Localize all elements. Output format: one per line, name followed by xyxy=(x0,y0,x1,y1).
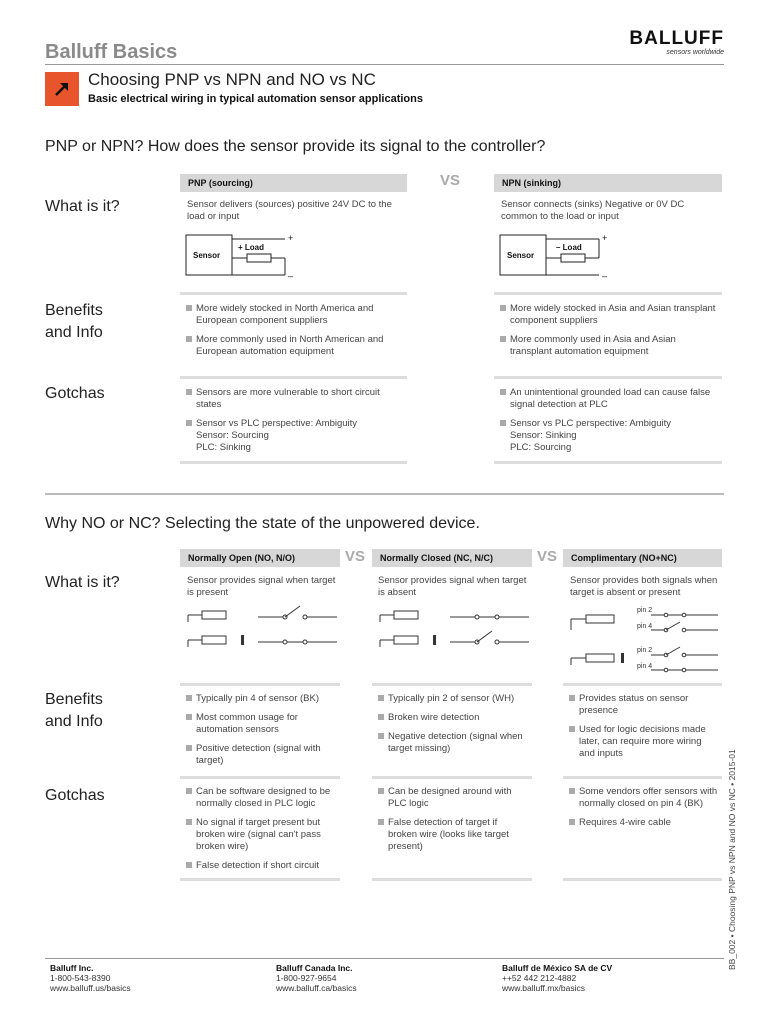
footer-ca-web[interactable]: www.balluff.ca/basics xyxy=(276,983,357,993)
npn-load-label: – Load xyxy=(556,243,582,252)
pnp-heading: PNP (sourcing) xyxy=(180,174,407,192)
s1-gotchas-label: Gotchas xyxy=(45,385,105,402)
footer-mx-phone: ++52 442 212-4882 xyxy=(502,973,577,983)
npn-separator xyxy=(494,292,722,295)
list-item: Sensors are more vulnerable to short circuit states xyxy=(186,387,404,411)
nc-separator-3 xyxy=(372,878,532,881)
header-rule xyxy=(45,64,724,65)
pnp-wiring-diagram xyxy=(185,230,305,280)
footer-us-phone: 1-800-543-8390 xyxy=(50,973,111,983)
comp-separator xyxy=(563,683,722,686)
no-separator xyxy=(180,683,340,686)
s1-benefits-label: Benefits and Info xyxy=(45,302,103,341)
s2-what-label: What is it? xyxy=(45,574,120,591)
no-separator-3 xyxy=(180,878,340,881)
section-divider xyxy=(45,493,724,495)
vs-label-2: VS xyxy=(537,548,558,565)
list-item: Broken wire detection xyxy=(378,712,528,724)
pnp-minus-label: – xyxy=(288,271,294,280)
nc-gotchas-list xyxy=(378,786,528,860)
list-item: Negative detection (signal when target missing) xyxy=(378,731,528,755)
nc-benefits-list xyxy=(378,693,528,762)
nc-heading: Normally Closed (NC, N/C) xyxy=(372,549,532,567)
npn-separator-3 xyxy=(494,461,722,464)
section2-question: Why NO or NC? Selecting the state of the unpowered device. xyxy=(45,515,480,532)
pnp-benefits-list xyxy=(186,303,404,365)
no-switch-diagram xyxy=(185,602,340,657)
comp-pin4-label-top: pin 4 xyxy=(637,623,653,630)
s1-what-label: What is it? xyxy=(45,198,120,215)
footer-us-web[interactable]: www.balluff.us/basics xyxy=(50,983,131,993)
pnp-separator-3 xyxy=(180,461,407,464)
footer-ca-phone: 1-800-927-9654 xyxy=(276,973,337,983)
npn-what-text: Sensor connects (sinks) Negative or 0V DC common to the load or input xyxy=(501,199,685,222)
npn-sensor-label: Sensor xyxy=(507,251,535,260)
comp-switch-diagram xyxy=(568,601,723,676)
s2-benefits-label: Benefits and Info xyxy=(45,691,103,730)
series-title: Balluff Basics xyxy=(45,41,178,63)
list-item: Sensor vs PLC perspective: Ambiguity Sensor: Sinking PLC: Sourcing xyxy=(500,418,718,454)
list-item: Most common usage for automation sensors xyxy=(186,712,336,736)
npn-wiring-diagram xyxy=(499,230,619,280)
list-item: Positive detection (signal with target) xyxy=(186,743,336,767)
list-item: More commonly used in Asia and Asian transplant automation equipment xyxy=(500,334,718,358)
vs-label: VS xyxy=(440,172,461,189)
list-item: False detection of target if broken wire (looks like target present) xyxy=(378,817,528,853)
list-item: An unintentional grounded load can cause false signal detection at PLC xyxy=(500,387,718,411)
nc-separator xyxy=(372,683,532,686)
section1-question: PNP or NPN? How does the sensor provide its signal to the controller? xyxy=(45,138,546,155)
list-item: More commonly used in North American and European automation equipment xyxy=(186,334,404,358)
npn-separator-2 xyxy=(494,376,722,379)
list-item: More widely stocked in Asia and Asian transplant component suppliers xyxy=(500,303,718,327)
pnp-sensor-label: Sensor xyxy=(193,251,221,260)
npn-plus-label: + xyxy=(602,233,608,243)
s2-gotchas-label: Gotchas xyxy=(45,787,105,804)
no-separator-2 xyxy=(180,776,340,779)
npn-heading: NPN (sinking) xyxy=(494,174,722,192)
pnp-what-text: Sensor delivers (sources) positive 24V DC to the load or input xyxy=(187,199,392,222)
footer-mx xyxy=(502,963,612,993)
logo-name: BALLUFF xyxy=(629,28,724,49)
list-item: Used for logic decisions made later, can require more wiring and inputs xyxy=(569,724,719,760)
comp-benefits-list xyxy=(569,693,719,767)
comp-heading: Complimentary (NO+NC) xyxy=(563,549,722,567)
list-item: False detection if short circuit xyxy=(186,860,338,872)
footer-mx-name: Balluff de México SA de CV xyxy=(502,963,613,973)
list-item: Typically pin 2 of sensor (WH) xyxy=(378,693,528,705)
nc-separator-2 xyxy=(372,776,532,779)
balluff-logo xyxy=(629,28,724,56)
list-item: No signal if target present but broken wire (signal can't pass broken wire) xyxy=(186,817,338,853)
list-item: Requires 4-wire cable xyxy=(569,817,719,829)
comp-pin2-label-bottom: pin 2 xyxy=(637,647,653,654)
footer-ca xyxy=(276,963,357,993)
list-item: Typically pin 4 of sensor (BK) xyxy=(186,693,336,705)
comp-pin2-label-top: pin 2 xyxy=(637,607,653,614)
no-heading: Normally Open (NO, N/O) xyxy=(180,549,340,567)
list-item: Can be designed around with PLC logic xyxy=(378,786,528,810)
npn-gotchas-list xyxy=(500,387,718,461)
list-item: Sensor vs PLC perspective: Ambiguity Sensor: Sourcing PLC: Sinking xyxy=(186,418,404,454)
comp-gotchas-list xyxy=(569,786,719,836)
list-item: Provides status on sensor presence xyxy=(569,693,719,717)
list-item: Some vendors offer sensors with normally closed on pin 4 (BK) xyxy=(569,786,719,810)
pnp-gotchas-list xyxy=(186,387,404,461)
page-title: Choosing PNP vs NPN and NO vs NC xyxy=(88,70,376,89)
pnp-separator-2 xyxy=(180,376,407,379)
document-code: BB_002 • Choosing PNP vs NPN and NO vs NC • 2015-01 xyxy=(727,749,737,970)
no-what-text: Sensor provides signal when target is present xyxy=(187,575,336,598)
logo-tagline: sensors worldwide xyxy=(666,49,724,56)
arrow-icon xyxy=(45,72,79,106)
footer-us-name: Balluff Inc. xyxy=(50,963,94,973)
vs-label-1: VS xyxy=(345,548,366,565)
comp-separator-3 xyxy=(563,878,722,881)
list-item: Can be software designed to be normally closed in PLC logic xyxy=(186,786,338,810)
pnp-load-label: + Load xyxy=(238,243,265,252)
npn-minus-label: – xyxy=(602,271,608,280)
list-item: More widely stocked in North America and European component suppliers xyxy=(186,303,404,327)
nc-what-text: Sensor provides signal when target is absent xyxy=(378,575,527,598)
nc-switch-diagram xyxy=(377,602,532,657)
comp-what-text: Sensor provides both signals when target is absent or present xyxy=(570,575,718,598)
comp-separator-2 xyxy=(563,776,722,779)
footer-ca-name: Balluff Canada Inc. xyxy=(276,963,353,973)
pnp-plus-label: + xyxy=(288,233,294,243)
no-gotchas-list xyxy=(186,786,338,879)
footer-us xyxy=(50,963,131,993)
pnp-separator xyxy=(180,292,407,295)
no-benefits-list xyxy=(186,693,336,774)
comp-pin4-label-bottom: pin 4 xyxy=(637,663,653,670)
page-subtitle: Basic electrical wiring in typical automation sensor applications xyxy=(88,93,423,105)
npn-benefits-list xyxy=(500,303,718,365)
footer-mx-web[interactable]: www.balluff.mx/basics xyxy=(502,983,585,993)
footer-rule xyxy=(45,958,724,959)
